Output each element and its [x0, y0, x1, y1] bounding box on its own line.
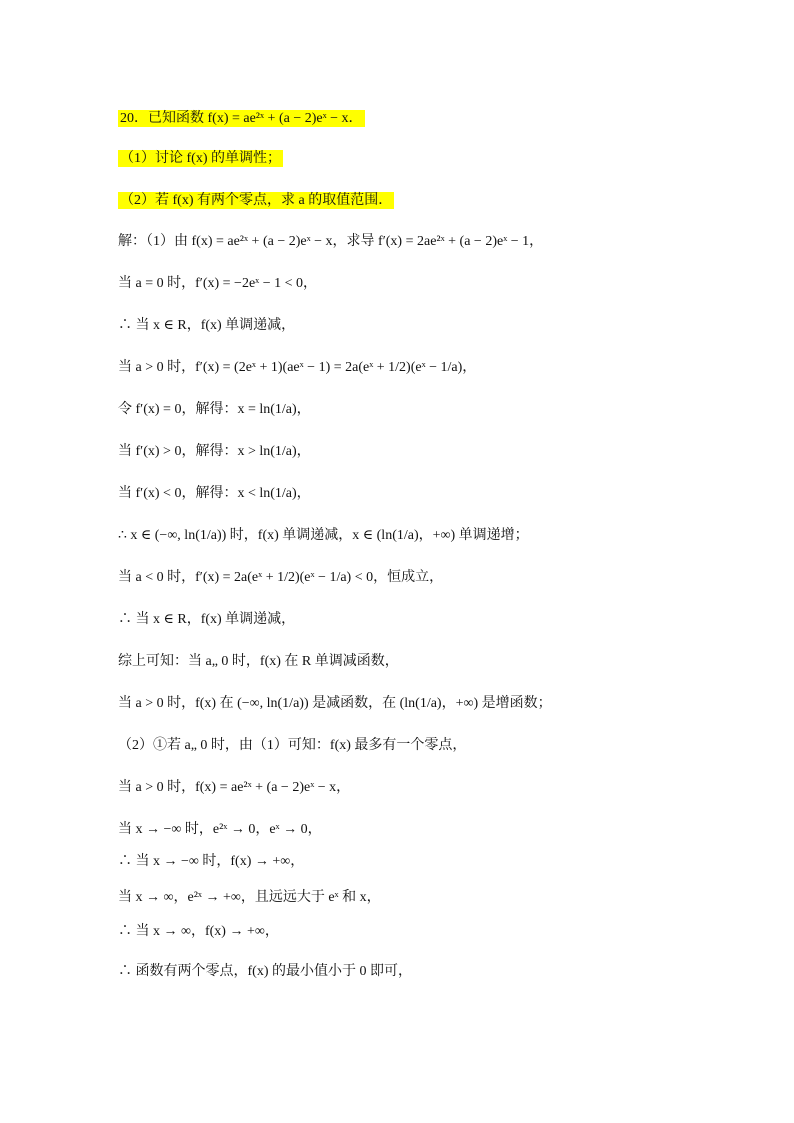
solution-line: 当 a > 0 时，f(x) 在 (−∞, ln(1/a)) 是减函数，在 (ln(1/a)，+∞) 是增函数；: [118, 696, 552, 711]
solution-line: 当 a > 0 时，f′(x) = (2eˣ + 1)(aeˣ − 1) = 2a(eˣ + 1/2)(eˣ − 1/a)，: [118, 360, 477, 375]
solution-line: ∴ 当 x → −∞ 时，f(x) → +∞，: [118, 854, 305, 869]
solution-line: ∴ x ∈ (−∞, ln(1/a)) 时，f(x) 单调递减，x ∈ (ln(1/a)，+∞) 单调递增；: [118, 528, 529, 543]
problem-part2: [118, 190, 394, 211]
solution-line: 当 x → −∞ 时，e²ˣ → 0，eˣ → 0，: [118, 822, 322, 837]
solution-line: 当 f′(x) > 0，解得：x > ln(1/a)，: [118, 444, 311, 459]
problem-part1: [118, 148, 283, 169]
solution-line: ∴ 函数有两个零点，f(x) 的最小值小于 0 即可，: [118, 964, 412, 979]
solution-line: ∴ 当 x ∈ R，f(x) 单调递减，: [118, 612, 296, 627]
solution-line: 当 x → ∞，e²ˣ → +∞，且远远大于 eˣ 和 x，: [118, 890, 381, 905]
problem-part1-text: （1）讨论 f(x) 的单调性；: [120, 151, 281, 166]
solution-line: 当 a = 0 时，f′(x) = −2eˣ − 1 < 0，: [118, 276, 318, 291]
problem-title-text: 20．已知函数 f(x) = ae²ˣ + (a − 2)eˣ − x．: [120, 111, 363, 126]
solution-line: 当 f′(x) < 0，解得：x < ln(1/a)，: [118, 486, 311, 501]
problem-title: [118, 108, 365, 129]
solution-line: 令 f′(x) = 0，解得：x = ln(1/a)，: [118, 402, 311, 417]
solution-line: 当 a > 0 时，f(x) = ae²ˣ + (a − 2)eˣ − x，: [118, 780, 351, 795]
problem-part2-text: （2）若 f(x) 有两个零点，求 a 的取值范围．: [120, 193, 393, 208]
solution-line: 综上可知：当 a„ 0 时，f(x) 在 R 单调减函数，: [118, 654, 399, 669]
solution-line: 解：（1）由 f(x) = ae²ˣ + (a − 2)eˣ − x，求导 f′(x) = 2ae²ˣ + (a − 2)eˣ − 1，: [118, 234, 544, 249]
solution-line: 当 a < 0 时，f′(x) = 2a(eˣ + 1/2)(eˣ − 1/a) < 0，恒成立，: [118, 570, 444, 585]
solution-line: （2）①若 a„ 0 时，由（1）可知：f(x) 最多有一个零点，: [118, 738, 467, 753]
solution-line: ∴ 当 x → ∞，f(x) → +∞，: [118, 924, 279, 939]
solution-line: ∴ 当 x ∈ R，f(x) 单调递减，: [118, 318, 296, 333]
